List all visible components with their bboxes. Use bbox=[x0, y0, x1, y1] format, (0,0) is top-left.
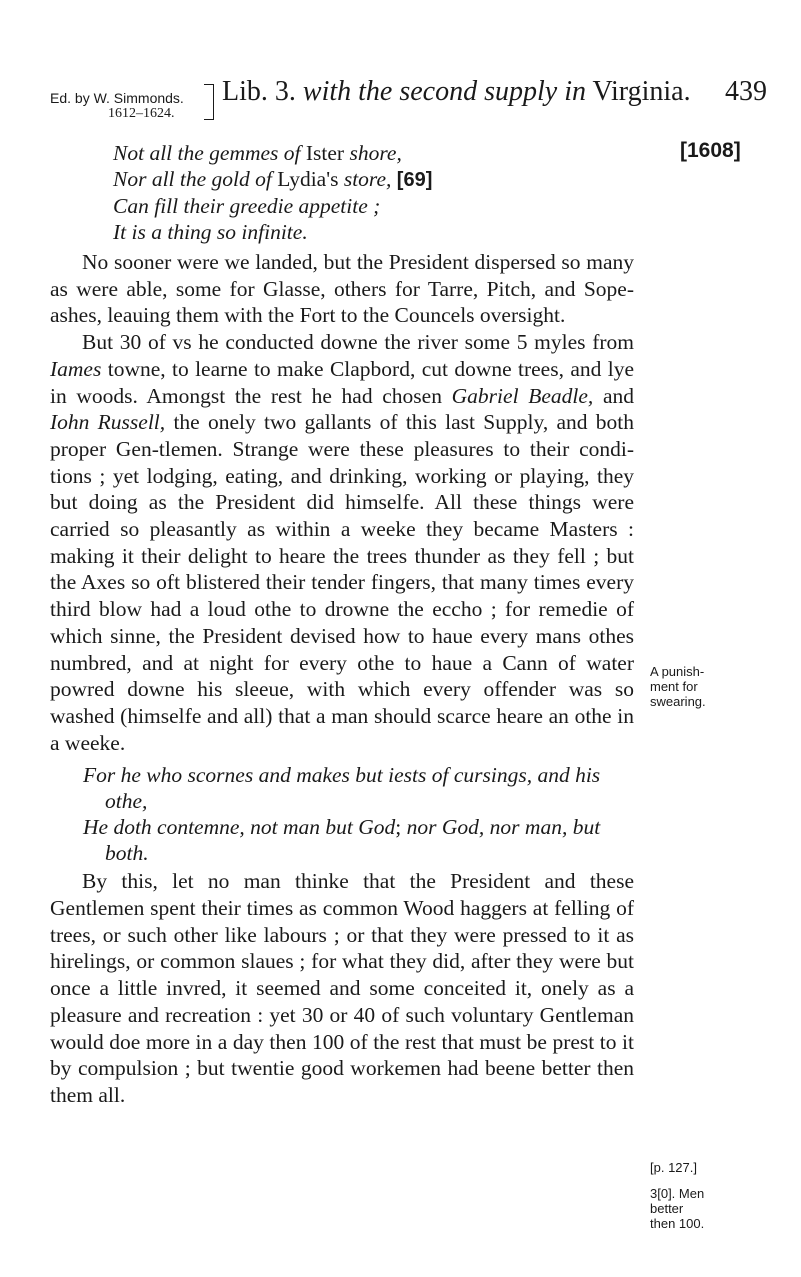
sidenote-punishment: A punish- ment for swearing. bbox=[650, 664, 706, 709]
paragraph-2: But 30 of vs he conducted downe the river some 5 myles from Iames towne, to learne to make Clapbord, cut downe trees, and lye in woods. Amongst the rest he had chosen Gabriel Beadle, and Iohn Russell, the onely two gallants of this last Supply, and both proper Gen-tlemen. Strange were these pleasures to their condi-tions ; yet lodging, eating, and drinking, working or playing, they but doing as the President did himselfe. All these things were carried so pleasantly as within a weeke they became Masters : making it their delight to heare the trees thunder as they fell ; but the Axes so oft blistered their tender fingers, that many times every third blow had a loud othe to drowne the eccho ; for remedie of which sinne, the President devised how to haue every mans othes numbred, and at night for every othe to haue a Cann of water powred downe his sleeue, with which every offender was so washed (himselfe and all) that a man should scarce heare an othe in a weeke. bbox=[50, 330, 634, 755]
book-number: Lib. 3. bbox=[222, 76, 296, 107]
title-italic: with the second supply in bbox=[302, 76, 586, 107]
verse-stanza-1 bbox=[113, 140, 634, 245]
year-note: [1608] bbox=[680, 139, 741, 162]
verse-line: othe, bbox=[105, 789, 148, 814]
place-name: Virginia. bbox=[592, 76, 691, 107]
verse-line: Not all the gemmes of Ister shore, bbox=[113, 141, 402, 165]
prose-section-2 bbox=[50, 868, 634, 1108]
original-page-ref: [69] bbox=[396, 169, 433, 191]
paragraph-3: By this, let no man thinke that the President and these Gentlemen spent their times as common Wood haggers at felling of trees, or such other like labours ; or that they were pressed to it as hirelings, or common slaues ; for what they did, after they were but once a little invred, it seemed and some conceited it, onely as a pleasure and recreation : yet 30 or 40 of such voluntary Gentleman would doe more in a day then 100 of the rest that must be prest to it by compulsion ; but twentie good workemen had beene better then them all. bbox=[50, 869, 634, 1107]
editor-credit: Ed. by W. Simmonds. bbox=[50, 90, 184, 106]
running-title bbox=[222, 76, 691, 108]
sidenote-page-ref: [p. 127.] bbox=[650, 1160, 697, 1175]
verse-line: both. bbox=[105, 841, 149, 866]
sidenote-men-better: 3[0]. Men better then 100. bbox=[650, 1186, 705, 1231]
verse-line: It is a thing so infinite. bbox=[113, 220, 308, 244]
page-number: 439 bbox=[725, 76, 767, 107]
verse-stanza-2 bbox=[83, 762, 634, 866]
page-body bbox=[50, 140, 634, 1109]
prose-section bbox=[50, 249, 634, 756]
verse-line: For he who scornes and makes but iests of cursings, and his bbox=[83, 763, 601, 788]
verse-line: He doth contemne, not man but God; nor God, nor man, but bbox=[83, 815, 601, 840]
editor-years: 1612–1624. bbox=[108, 106, 175, 121]
paragraph-1: No sooner were we landed, but the President dispersed so many as were able, some for Glasse, others for Tarre, Pitch, and Sope-ashes, leauing them with the Fort to the Councels oversight. bbox=[50, 250, 634, 328]
bracket-mark bbox=[204, 84, 214, 120]
verse-line: Nor all the gold of Lydia's store, [69] bbox=[113, 167, 433, 191]
verse-line: Can fill their greedie appetite ; bbox=[113, 194, 381, 218]
